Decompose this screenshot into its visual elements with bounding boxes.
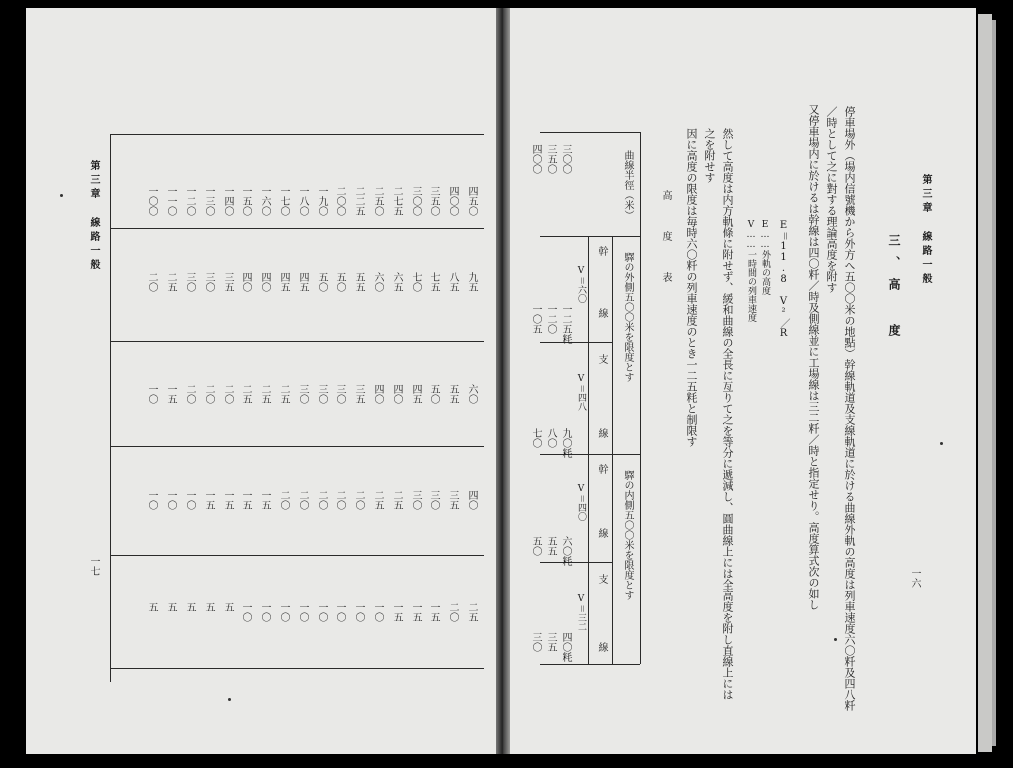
height-cell: 二五	[391, 490, 402, 510]
height-cell: 四〇	[466, 490, 477, 510]
radius-cell: 三〇〇	[560, 144, 571, 174]
radius-cell: 一三〇	[203, 186, 214, 216]
height-cell: 五	[184, 602, 195, 612]
height-cell: 一五	[165, 384, 176, 404]
height-cell: 三五	[545, 632, 556, 652]
radius-cell: 二七五	[391, 186, 402, 216]
height-cell: 一〇	[297, 602, 308, 622]
row-header-radius: 曲線半徑（米）	[622, 150, 633, 220]
line-label-outer-1: 線	[596, 308, 607, 318]
height-cell: 三五	[447, 490, 458, 510]
line-label-inner-2: 線	[596, 642, 607, 652]
para2-line-2: 之を附せす	[703, 128, 716, 183]
left-table-rule	[110, 134, 111, 682]
radius-cell: 二二五	[353, 186, 364, 216]
branch-label-outer: 支	[596, 354, 607, 364]
radius-cell: 四〇〇	[530, 144, 541, 174]
speed-v40: V＝四〇	[576, 484, 586, 521]
height-cell: 二〇	[297, 490, 308, 510]
height-cell: 三〇	[334, 384, 345, 404]
radius-cell: 一〇〇	[146, 186, 157, 216]
book-edge-shadow	[992, 20, 996, 746]
height-formula: E＝11.8 V²／R	[778, 220, 789, 339]
table-col-divider-1	[540, 342, 612, 343]
table-header-rule	[540, 236, 640, 237]
height-cell: 二〇	[334, 490, 345, 510]
height-cell: 二〇	[184, 384, 195, 404]
radius-cell: 一五〇	[240, 186, 251, 216]
left-table-bottom-rule	[110, 668, 484, 669]
right-running-header: 第三章 線路一般	[920, 174, 931, 287]
height-cell: 一二〇	[545, 304, 556, 334]
height-cell: 一〇	[353, 602, 364, 622]
radius-cell: 一九〇	[316, 186, 327, 216]
height-cell: 三〇	[410, 490, 421, 510]
height-cell: 二〇	[447, 602, 458, 622]
height-cell: 七〇	[530, 428, 541, 448]
height-cell: 二五	[278, 384, 289, 404]
radius-cell: 三〇〇	[410, 186, 421, 216]
scan-speck	[834, 638, 837, 641]
table-caption: 高 度 表	[660, 190, 671, 292]
table-right-rule	[640, 132, 641, 664]
height-cell: 三〇	[184, 272, 195, 292]
left-col-rule-4	[110, 555, 484, 556]
height-cell: 五五	[447, 384, 458, 404]
group-outer-header: 驛の外側五〇〇米を限度とす	[622, 252, 633, 382]
height-cell: 二五	[466, 602, 477, 622]
height-cell: 一五	[240, 490, 251, 510]
height-cell: 一五	[222, 490, 233, 510]
height-cell: 二〇	[203, 384, 214, 404]
height-cell: 二〇	[146, 272, 157, 292]
height-cell: 五〇	[530, 536, 541, 556]
scan-speck	[60, 194, 63, 197]
height-cell: 七〇	[410, 272, 421, 292]
scan-speck	[940, 442, 943, 445]
formula-legend-v: V……一時間の列車速度	[746, 220, 756, 322]
table-group-divider	[540, 454, 640, 455]
radius-cell: 二五〇	[372, 186, 383, 216]
radius-cell: 一六〇	[259, 186, 270, 216]
height-cell: 一五	[259, 490, 270, 510]
scan-speck	[228, 698, 231, 701]
para1-line-2: ／時として之に對する理論高度を附す	[825, 106, 838, 293]
speed-v60: V＝六〇	[576, 266, 586, 303]
line-label-inner-1: 線	[596, 528, 607, 538]
para1-line-3: 又停車場内に於けるは幹線は四〇粁／時及側線並に工場線は三二粁／時と指定せり。高度算式次の如し	[807, 104, 820, 610]
height-cell: 一二五粍	[560, 304, 571, 344]
height-cell: 九五	[466, 272, 477, 292]
height-cell: 六五	[391, 272, 402, 292]
height-cell: 一〇	[316, 602, 327, 622]
height-cell: 五五	[545, 536, 556, 556]
height-cell: 四〇粍	[560, 632, 571, 662]
group-inner-header: 驛の内側五〇〇米を限度とす	[622, 470, 633, 600]
height-cell: 一〇	[184, 490, 195, 510]
height-cell: 二五	[165, 272, 176, 292]
height-cell: 五	[165, 602, 176, 612]
right-page	[510, 8, 976, 754]
height-cell: 一〇	[146, 384, 157, 404]
height-cell: 一〇	[146, 490, 157, 510]
left-page	[26, 8, 496, 754]
height-cell: 四〇	[372, 384, 383, 404]
height-cell: 五五	[353, 272, 364, 292]
height-cell: 一五	[428, 602, 439, 622]
radius-cell: 一一〇	[165, 186, 176, 216]
height-cell: 六〇粍	[560, 536, 571, 566]
table-col-divider-2	[540, 562, 612, 563]
left-col-rule-1	[110, 228, 484, 229]
radius-cell: 四〇〇	[447, 186, 458, 216]
height-cell: 一〇	[259, 602, 270, 622]
height-cell: 二〇	[222, 384, 233, 404]
right-page-number: 一六	[909, 568, 920, 588]
height-cell: 三五	[222, 272, 233, 292]
height-cell: 一五	[203, 490, 214, 510]
height-cell: 三〇	[316, 384, 327, 404]
height-cell: 九〇粍	[560, 428, 571, 458]
height-cell: 五〇	[316, 272, 327, 292]
height-cell: 一〇	[240, 602, 251, 622]
height-cell: 四〇	[391, 384, 402, 404]
radius-cell: 三五〇	[428, 186, 439, 216]
height-cell: 二〇	[278, 490, 289, 510]
height-cell: 五	[146, 602, 157, 612]
table-bottom-rule	[540, 664, 640, 665]
height-cell: 三〇	[297, 384, 308, 404]
height-cell: 二〇	[316, 490, 327, 510]
left-page-number: 一七	[88, 556, 99, 576]
trunk-label-inner: 幹	[596, 464, 607, 474]
height-cell: 一五	[391, 602, 402, 622]
height-cell: 四〇	[259, 272, 270, 292]
table-speed-rule	[588, 236, 589, 664]
height-cell: 二五	[372, 490, 383, 510]
height-cell: 五〇	[334, 272, 345, 292]
radius-cell: 三五〇	[545, 144, 556, 174]
height-cell: 六〇	[372, 272, 383, 292]
table-top-rule	[540, 132, 640, 133]
height-cell: 三〇	[530, 632, 541, 652]
branch-label-inner: 支	[596, 574, 607, 584]
height-cell: 三五	[353, 384, 364, 404]
para2-line-3: 因に高度の限度は毎時六〇粁の列車速度のとき一二五粍と制限す	[685, 128, 698, 447]
height-cell: 三〇	[203, 272, 214, 292]
height-cell: 四五	[278, 272, 289, 292]
height-cell: 二〇	[353, 490, 364, 510]
height-cell: 四五	[410, 384, 421, 404]
section-title: 三、高 度	[887, 234, 901, 346]
line-label-outer-2: 線	[596, 428, 607, 438]
height-cell: 一〇	[278, 602, 289, 622]
height-cell: 六〇	[466, 384, 477, 404]
radius-cell: 一八〇	[297, 186, 308, 216]
formula-legend-e: E……外軌の高度	[760, 220, 770, 295]
book-gutter	[496, 8, 510, 754]
height-cell: 八〇	[545, 428, 556, 448]
speed-v48: V＝四八	[576, 374, 586, 411]
left-table-top-rule	[110, 134, 484, 135]
height-cell: 一〇	[165, 490, 176, 510]
height-cell: 三〇	[428, 490, 439, 510]
height-cell: 一五	[410, 602, 421, 622]
height-cell: 五〇	[428, 384, 439, 404]
para1-line-1: 停車場外（場内信號機から外方へ五〇〇米の地點）幹線軌道及支線軌道に於ける曲線外軌の高度は列車速度六〇粁及四八粁	[843, 106, 856, 711]
height-cell: 一〇五	[530, 304, 541, 334]
trunk-label-outer: 幹	[596, 246, 607, 256]
height-cell: 一〇	[334, 602, 345, 622]
height-cell: 一〇	[372, 602, 383, 622]
radius-cell: 二〇〇	[334, 186, 345, 216]
radius-cell: 四五〇	[466, 186, 477, 216]
height-cell: 七五	[428, 272, 439, 292]
height-cell: 四〇	[240, 272, 251, 292]
radius-cell: 一二〇	[184, 186, 195, 216]
height-cell: 八五	[447, 272, 458, 292]
para2-line-1: 然して高度は内方軌條に附せず、緩和曲線の全長に亙りて之を等分に遞減し、圓曲線上には全高度を附し直線上には	[721, 128, 734, 700]
book-edge	[978, 14, 992, 752]
radius-cell: 一四〇	[222, 186, 233, 216]
speed-v32: V＝三二	[576, 594, 586, 631]
left-col-rule-2	[110, 341, 484, 342]
height-cell: 二五	[259, 384, 270, 404]
radius-cell: 一七〇	[278, 186, 289, 216]
table-group-rule	[612, 236, 613, 664]
height-cell: 四五	[297, 272, 308, 292]
height-cell: 五	[222, 602, 233, 612]
height-cell: 五	[203, 602, 214, 612]
left-col-rule-3	[110, 446, 484, 447]
left-running-header: 第三章 線路一般	[88, 160, 99, 273]
height-cell: 二五	[240, 384, 251, 404]
